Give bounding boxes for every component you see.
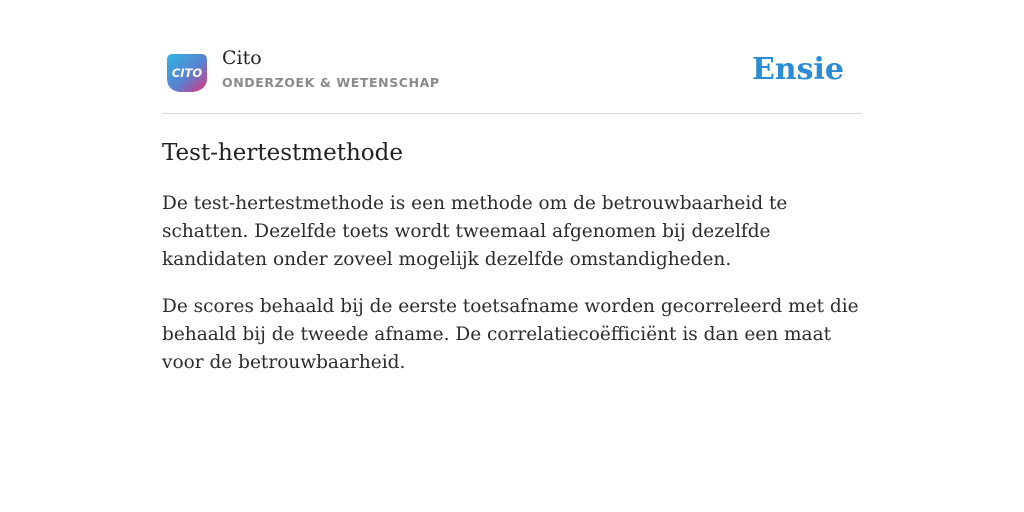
- article-paragraph: De scores behaald bij de eerste toetsafname worden gecorreleerd met die behaald bij de tweede afname. De correlatiecoëfficiënt is dan een maat voor de betrouwbaarheid.: [162, 296, 859, 373]
- content-container: [162, 44, 862, 396]
- header: [162, 44, 862, 114]
- org-subtitle: ONDERZOEK & WETENSCHAP: [222, 75, 440, 90]
- ensie-brand-logo[interactable]: Ensie: [751, 52, 844, 87]
- article: [162, 114, 862, 377]
- article-paragraph: De test-hertestmethode is een methode om de betrouwbaarheid te schatten. Dezelfde toets wordt tweemaal afgenomen bij dezelfde kandidaten onder zoveel mogelijk dezelfde omstandigheden.: [162, 193, 788, 270]
- article-title: Test-hertestmethode: [162, 140, 403, 166]
- cito-logo-icon[interactable]: [165, 50, 209, 94]
- org-name[interactable]: Cito: [222, 47, 262, 69]
- logo-text: CITO: [171, 66, 203, 80]
